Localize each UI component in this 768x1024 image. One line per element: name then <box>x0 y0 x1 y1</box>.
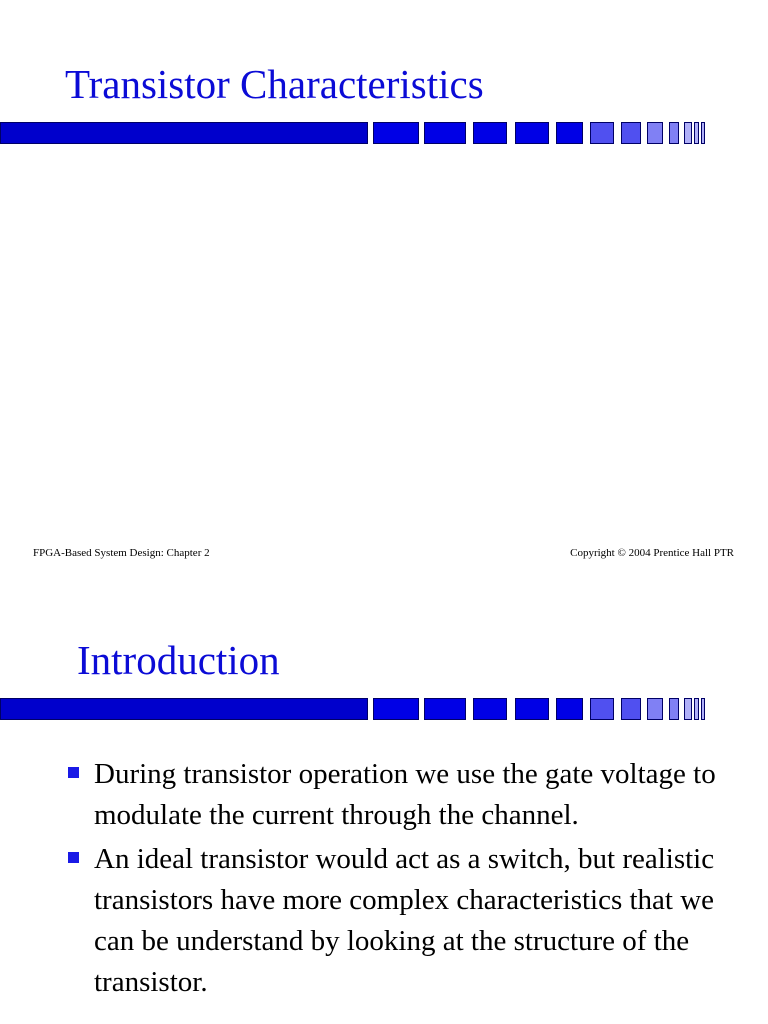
bar-segment <box>590 122 614 144</box>
slide-title: Transistor Characteristics <box>65 61 484 107</box>
bar-segment <box>515 698 549 720</box>
bar-segment <box>684 122 692 144</box>
bar-segment <box>373 698 419 720</box>
footer-chapter: FPGA-Based System Design: Chapter 2 <box>33 547 210 559</box>
title-decoration-bar <box>0 698 706 722</box>
slide-introduction <box>0 576 768 1024</box>
bar-segment <box>515 122 549 144</box>
bar-segment <box>647 122 663 144</box>
bar-segment <box>684 698 692 720</box>
bullet-text: An ideal transistor would act as a switch, but realistic transistors have more complex characteristics that we can be understand by looking at the structure of the transistor. <box>94 843 715 998</box>
bar-segment <box>373 122 419 144</box>
square-bullet-icon <box>68 852 79 863</box>
bar-segment <box>669 698 679 720</box>
bar-segment <box>647 698 663 720</box>
bullet-item <box>66 839 746 1003</box>
bar-segment <box>701 698 705 720</box>
bullet-text: During transistor operation we use the gate voltage to modulate the current through the channel. <box>94 758 716 831</box>
bar-segment <box>556 122 583 144</box>
bar-segment <box>556 698 583 720</box>
bullet-item <box>66 754 746 836</box>
footer-copyright: Copyright © 2004 Prentice Hall PTR <box>570 547 734 559</box>
bar-segment <box>0 698 368 720</box>
bar-segment <box>669 122 679 144</box>
bar-segment <box>694 122 699 144</box>
bar-segment <box>473 122 507 144</box>
bar-segment <box>424 698 466 720</box>
slide-title: Introduction <box>77 637 280 683</box>
title-decoration-bar <box>0 122 706 146</box>
bar-segment <box>701 122 705 144</box>
square-bullet-icon <box>68 767 79 778</box>
bar-segment <box>694 698 699 720</box>
bar-segment <box>0 122 368 144</box>
bar-segment <box>424 122 466 144</box>
bar-segment <box>621 698 641 720</box>
bar-segment <box>621 122 641 144</box>
bar-segment <box>590 698 614 720</box>
bullet-list <box>66 754 746 1006</box>
bar-segment <box>473 698 507 720</box>
